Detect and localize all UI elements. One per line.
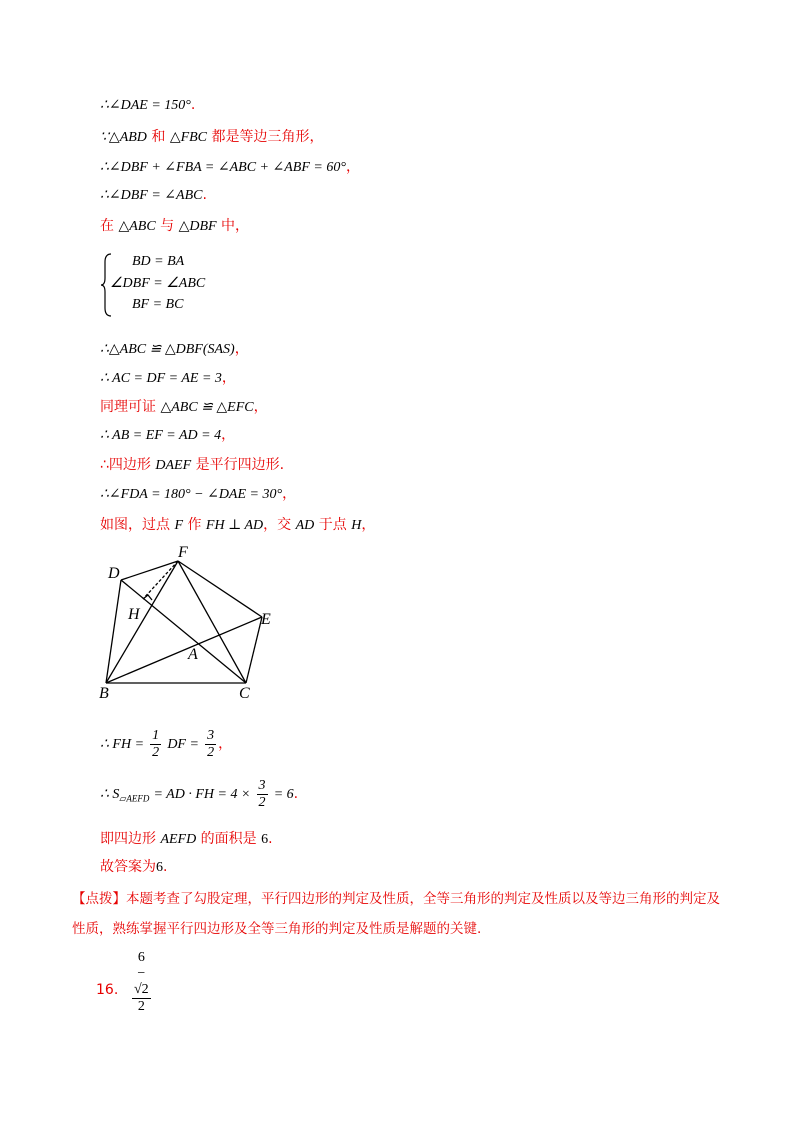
fraction-three-halves: $\frac{3}{2}$	[207, 728, 215, 760]
answer-area-statement: 即四边形 AEFD 的面积是 6.	[100, 831, 273, 847]
step-angle-sum: ∴∠DBF + ∠FBA = ∠ABC + ∠ABF = 60°，	[100, 159, 360, 175]
tip-paragraph: 【点拨】本题考查了勾股定理，平行四边形的判定及性质，全等三角形的判定及性质以及等边三角形的判定及性质，熟练掌握平行四边形及全等三角形的判定及性质是解题的关键.	[72, 891, 720, 937]
final-answer: 故答案为6.	[100, 859, 168, 875]
equation-system	[100, 252, 300, 318]
fraction-three-halves-area: $\frac{3}{2}$	[258, 778, 266, 810]
step-angle-equal: ∴∠DBF = ∠ABC.	[100, 187, 207, 203]
answer-fraction: $\frac{6 - √2}{2}$	[134, 950, 149, 1014]
segment-fe	[178, 561, 262, 617]
system-eq-1: BD = BA	[132, 254, 185, 269]
step-in-triangles: 在 △ABC 与 △DBF 中，	[100, 218, 250, 234]
fraction-one-half: $\frac{1}{2}$	[152, 728, 160, 760]
label-a: A	[188, 646, 198, 663]
step-similarly: 同理可证 △ABC ≌ △EFC，	[100, 399, 268, 415]
step-equilateral: ∵△ABD 和 △FBC 都是等边三角形，	[100, 129, 324, 145]
step-ab-ef-ad: ∴ AB = EF = AD = 4，	[100, 427, 236, 443]
step-ac-df-ae: ∴ AC = DF = AE = 3，	[100, 370, 236, 386]
step-parallelogram: ∴四边形 DAEF 是平行四边形.	[100, 457, 285, 473]
math-text: ∴∠DAE = 150°	[100, 98, 191, 113]
label-c: C	[239, 685, 250, 702]
system-eq-3: BF = BC	[132, 297, 184, 312]
segment-eb	[106, 617, 262, 683]
step-area: ∴ $S_{▱AEFD}$ = AD · FH = 4 × $\frac{3}{2}$ = 6.	[100, 778, 299, 810]
step-angle-fda: ∴∠FDA = 180° − ∠DAE = 30°，	[100, 486, 297, 502]
label-b: B	[99, 685, 109, 702]
system-eq-2: ∠DBF = ∠ABC	[110, 276, 206, 291]
segment-db	[106, 580, 121, 683]
label-d: D	[108, 565, 120, 582]
label-e: E	[261, 611, 271, 628]
step-fh-value: ∴ FH = $\frac{1}{2}$ DF = $\frac{3}{2}$ ，	[100, 728, 233, 760]
segment-ec	[246, 617, 262, 683]
geometry-figure	[95, 540, 285, 705]
step-congruent-sas: ∴△ABC ≌ △DBF(SAS)，	[100, 341, 249, 357]
step-construct-fh: 如图，过点 F 作 FH ⊥ AD，交 AD 于点 H，	[100, 517, 376, 533]
label-f: F	[178, 544, 188, 561]
segment-fc	[178, 561, 246, 683]
label-h: H	[128, 606, 140, 623]
step-angle-dae: ∴∠DAE = 150°.	[100, 97, 196, 113]
question-number: 16.	[96, 982, 119, 998]
